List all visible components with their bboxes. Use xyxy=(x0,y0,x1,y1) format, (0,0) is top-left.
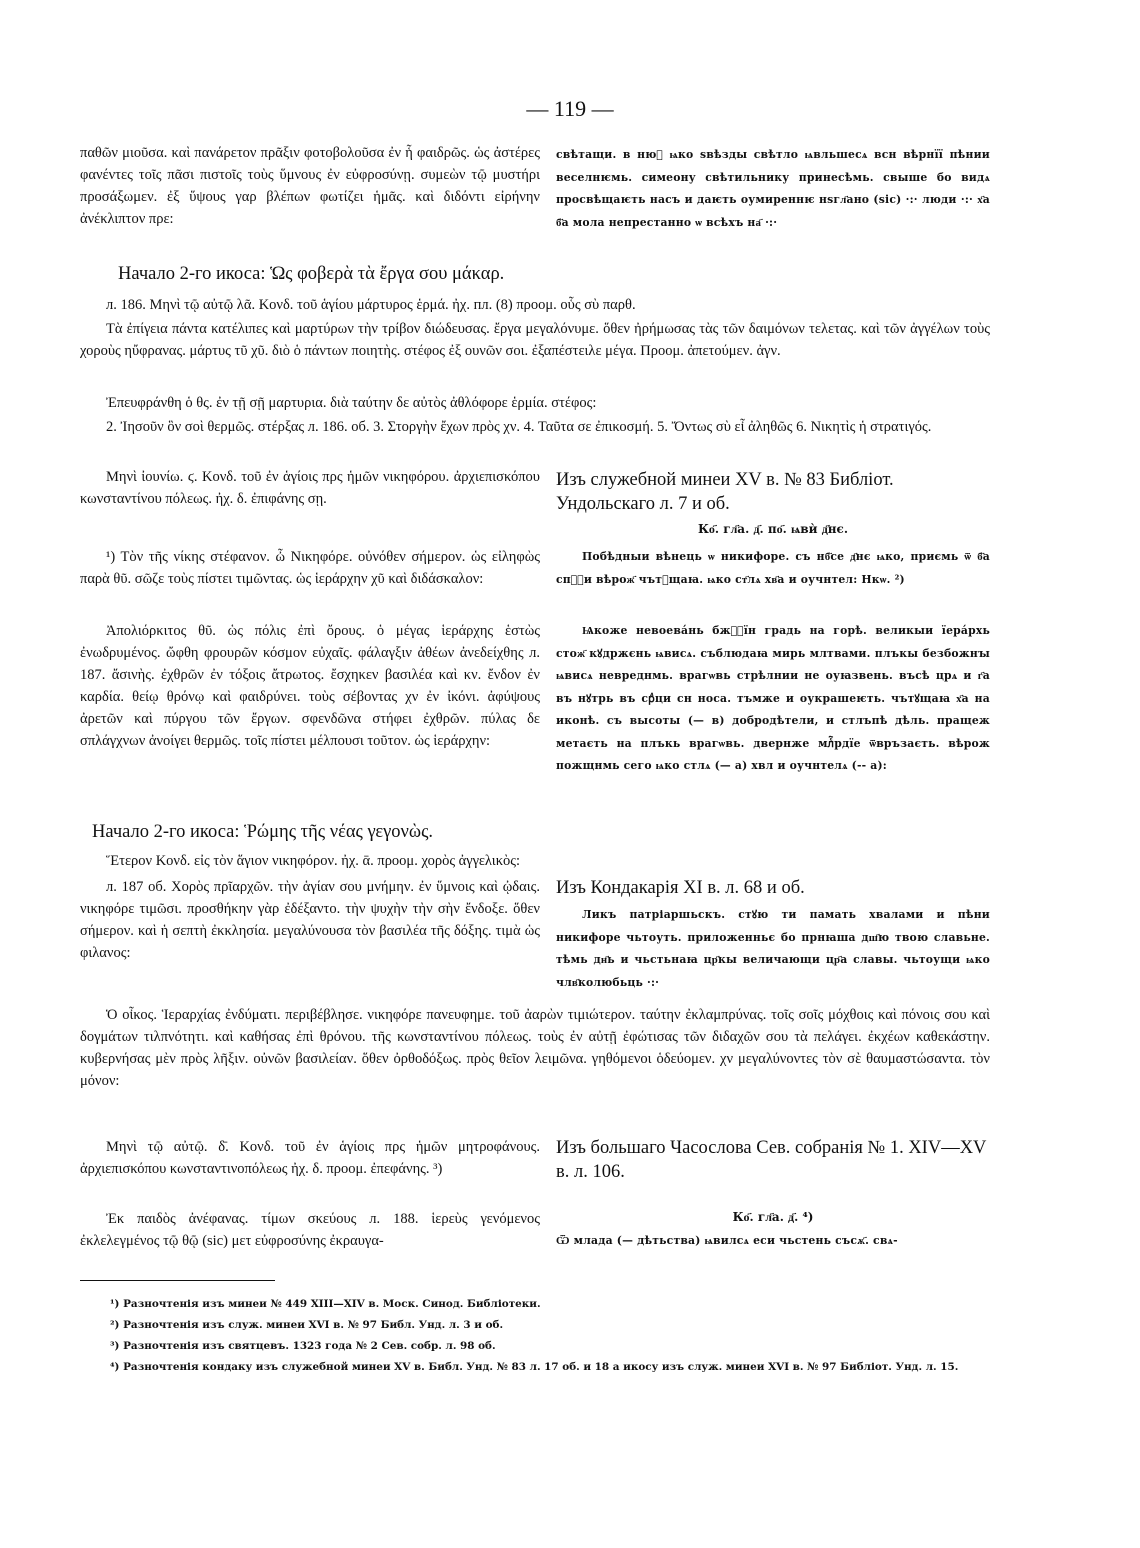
kondakar-kondak-text: Ликъ патріаршьскъ. стꙋю ти памать хвалами и пѣни никифоре чьтоуть. приложенньє бо прнꙗша дш҃ю твою славьне. тѣмь дн҃ь и чьстьнаꙗ цр҃кы величающи цр҃а славы. чьтоущи ѩко члв҃колюбьць ·:· xyxy=(556,908,990,989)
kondakar-source-heading: Изъ Кондакарія XI в. л. 68 и об. xyxy=(556,878,805,898)
chasoslov-source-heading: Изъ большаго Часослова Сев. собранія № 1. XIV—XV в. л. 106. xyxy=(556,1138,987,1182)
metrophanes-kondak-text: Ἐκ παιδὸς ἀνέφανας. τίμων σκεύους л. 188. ἱερεὺς γενόμενος ἐκλελεγμένος τῷ θῷ (sic) μετ εὐφροσύνης ἐκραυγα- xyxy=(80,1211,540,1249)
footnote-2: ²) Разночтенія изъ служ. минеи XVI в. № 97 Библ. Унд. л. 3 и об. xyxy=(110,1319,504,1331)
folio-187v-kondak: л. 187 об. Χορὸς πρῖαρχῶν. τὴν ἁγίαν σου μνήμην. ἐν ὕμνοις καὶ ᾠδαις. νικηφόρε τιμῶσι. προσθήκην γὰρ ἐδέξαντο. τὴν ψυχὴν τὴν σὴν ἔνδοξε. ὅθεν σήμερον. καὶ ἡ σεπτὴ ἐκκλησία. μεγαλύνουσα τὸν βασιλέα τῆς δόξης. τιμὰ ὡς φιλανος: xyxy=(80,879,540,961)
nikephoros-kondak-heading: Μηνὶ ἰουνίω. ϛ. Κονδ. τοῦ ἐν ἁγίοις πρς ἡμῶν νικηφόρου. ἀρχιεπισκόπου κωνσταντίνου πόλεως. ἠχ. δ. ἐπιφάνης σῃ. xyxy=(80,469,540,507)
footnote-4: ⁴) Разночтенія кондаку изъ служебной минеи XV в. Библ. Унд. № 83 л. 17 об. и 18 а икосу изъ служ. минеи XVI в. № 97 Библіот. Унд. л. 15. xyxy=(110,1361,959,1373)
folio-186-continuation: Ἐπευφράνθη ὁ θς. ἐν τῇ σῇ μαρτυρια. διὰ ταύτην δε αὐτὸς ἀθλόφορε ἑρμία. στέφος: xyxy=(106,395,597,411)
nikephoros-ikos-text: Ἀπολιόρκιτος θῦ. ὡς πόλις ἐπὶ ὄρους. ὁ μέγας ἱεράρχης ἑστὼς ἐνωδρυμένος. ὤφθη φρουρῶν κόσμον εὐχαῖς. φάλαγξιν ἀθέων ἀνεδείχθης л. 187. ἄσινὴς. ἐχθρῶν ἐν τόξοις ἄτρωτος. ἔσχηκεν βασιλέα καὶ κν. ἔνδον ἐν καρδία. θείῳ θρόνῳ καὶ φαιδρύνει. τοὺς σέβοντας χν ἐν ἰκόνι. ἀφύψους ἀρετῶν καὶ πύργου τῶν ἔργων. σφενδῶνα στήφει ἐχθρῶν. πύλας δε σπλάγχνων ἀνοίγει θερμῶς. τοῖς πίστει μέλπουσι τοῦτον. ὡς ἱεράρχην: xyxy=(80,623,540,749)
metrophanes-kondak-heading: Μηνὶ τῷ αὐτῷ. δ̄. Κονδ. τοῦ ἐν ἁγίοις πρς ἡμῶν μητροφάνους. ἀρχιεπισκόπου κωνσταντινοπόλεως ἠχ. δ. προομ. ἐπεφάνης. ³) xyxy=(80,1139,540,1177)
ikos-start-heading-2: Начало 2-го икоса: Ῥώμης τῆς νέας γεγονὼς. xyxy=(92,822,434,842)
footnote-divider xyxy=(80,1280,275,1281)
greek-continuation: παθῶν μιοῦσα. καὶ πανάρετον πρᾶξιν φοτοβολοῦσα ἐν ἧ φαιδρῶς. ὡς ἀστέρες φανέντες τοῖς πᾶσι πιστοῖς τοὺς ὕμνους ἐν εὐφροσύνῃ. συμεὼν τῷ μυστήρι προσάξωμεν. ἐξ ὕψους γαρ βλέπων φωτίζει ἡμᾶς. καὶ διδόντι εἰρήνην ἀνέκλιπτον πρε: xyxy=(80,145,540,227)
menaion-kondak-tone: Ко҃. гл҃а. д҃. по҃. ѩвѝ д҃нє. xyxy=(697,522,849,536)
oikos-text: Ὁ οἶκος. Ἱεραρχίας ἐνδύματι. περιβέβλησε. νικηφόρε πανευφημε. τοῦ ἀαρὼν τιμιώτερον. ταύτην ἐκλαμπρύνας. τοῖς σοῖς μόχθοις καὶ πόνοις σου καὶ δογμάτων τιλπνότητι. καὶ καθήσας ἐπὶ θρόνου. τῆς κωνσταντίνου πόλεως. τοὺς ἐν αὐτῇ ἐφώτισας τῶν διδαχῶν σου τὰ πελάγει. ἐκχέων καθεκάστην. κυβερνήσας μὲν πρὸς λῆξιν. οὐνῶν βασιλείαν. ὅθεν ὀρθοδόξως. πρὸς θεῖον λειμῶνα. γηθόμενοι ὁδεύομεν. χν μεγαλύνοντες τὸν σὲ θαυμαστώσαντα. τὸν μόνον: xyxy=(80,1007,990,1089)
footnote-1: ¹) Разночтенія изъ минеи № 449 XIII—XIV в. Моск. Синод. Библіотеки. xyxy=(110,1298,541,1310)
menaion-source-heading: Изъ служебной минеи XV в. № 83 Библіот. Ундольскаго л. 7 и об. xyxy=(556,470,894,514)
chasoslov-kondak-tone: Ко҃. гл҃а. д҃. ⁴) xyxy=(732,1210,814,1224)
slavonic-continuation: свѣтащи. в нюⷨ ѩко ѕвѣзды свѣтло ѩвльшесѧ всн вѣрнїї пѣнии веселнѥмь. симеону свѣтильнику принесѣмь. свыше бо видѧ просвѣщаѥть насъ и даѥть оумиреннѥ нѕгл҃ано (sic) ·:· люди ·:· х҃а б҃а мола непрестанно ѡ всѣхъ на҃ ·:· xyxy=(556,148,990,229)
menaion-kondak-text: Побѣдныи вѣнець ѡ никифоре. съ нб҃се д҃нє ѩко, приємь ѿ б҃а спⷭ҇и вѣрож҃ чътꙋщаꙗ. ѩко ст҃лѧ хв҃а и оучнтел: Нкѡ. ²) xyxy=(556,550,990,586)
chasoslov-kondak-text: Ѿ млада (— дѣтьства) ѩвилсѧ еси чьстень съсѫ҃. свѧ- xyxy=(556,1234,898,1247)
page-number: — 119 — xyxy=(526,96,614,121)
folio-186-variants: 2. Ἰησοῦν ὃν σοὶ θερμῶς. στέρξας л. 186. об. 3. Στοργὴν ἔχων πρὸς χν. 4. Ταῦτα σε ἐπικοσμή. 5. Ὄντως σὺ εἶ ἀληθῶς 6. Νικητὶς ἡ στρατιγός. xyxy=(106,419,932,435)
folio-186-heading: л. 186. Μηνὶ τῷ αὐτῷ λᾶ. Κονδ. τοῦ ἁγίου μάρτυρος ἑρμά. ἠχ. пл. (8) προομ. οὗς σὺ παρθ. xyxy=(106,297,636,313)
eteron-kondak-heading: Ἕτερον Κονδ. εἰς τὸν ἅγιον νικηφόρον. ἠχ. ᾱ. προομ. χορὸς ἀγγελικὸς: xyxy=(106,853,521,869)
folio-186-kondak: Τὰ ἐπίγεια πάντα κατέλιπες καὶ μαρτύρων τὴν τρίβον διώδευσας. ἔργα μεγαλόνυμε. ὅθεν ἠρήμωσας τὰς τῶν δαιμόνων τελετας. καὶ τῶν ἀγγέλων τοὺς χοροὺς ηὔφρανας. μάρτυς τῦ χῦ. διὸ ὁ πάντων ποιητὴς. στέφος ἐξ ουνῶν σοι. ἐξαπέστειλε μέγα. Προομ. ἀπετούμεν. ἀγν. xyxy=(80,321,990,359)
nikephoros-kondak-text: ¹) Τὸν τῆς νίκης στέφανον. ὦ Νικηφόρε. οὐνόθεν σήμερον. ὡς εἰληφὼς παρὰ θῦ. σῶζε τοὺς πίστει τιμῶντας. ὡς ἱεράρχην χῦ καὶ διδάσκαλον: xyxy=(80,549,540,587)
footnote-3: ³) Разночтенія изъ святцевъ. 1323 года № 2 Сев. собр. л. 98 об. xyxy=(110,1340,496,1352)
menaion-ikos-text: Ѩкоже невоевáнь бжⷭ҇їн градь на горѣ. великыи їерáрхь стож҃ кꙋдржєнь ѩвисѧ. съблюдаꙗ мирь млтвами. плъкы безбожнꙑ ѩвисѧ невреднмь. врагѡвь стрѣлнии не оуꙗзвень. въсѣ црѧ и г҃а въ нꙋтрь въ срⷣци сн носа. тъмже и оукрашеѥть. чътꙋщаꙗ х҃а на иконѣ. съ высоты (— в) добродѣтели, и стлъпѣ дѣль. пращеж метаєть на плъкь врагѡвь. двернже млⷭ҇рдїе ѿвръзаєть. вѣрож пожщнмь сего ѩко стлѧ (— а) хвл и оучнтелѧ (-- а): xyxy=(556,624,990,772)
ikos-start-heading-1: Начало 2-го икоса: Ὡς φοβερὰ τὰ ἔργα σου μάκαρ. xyxy=(118,264,505,284)
